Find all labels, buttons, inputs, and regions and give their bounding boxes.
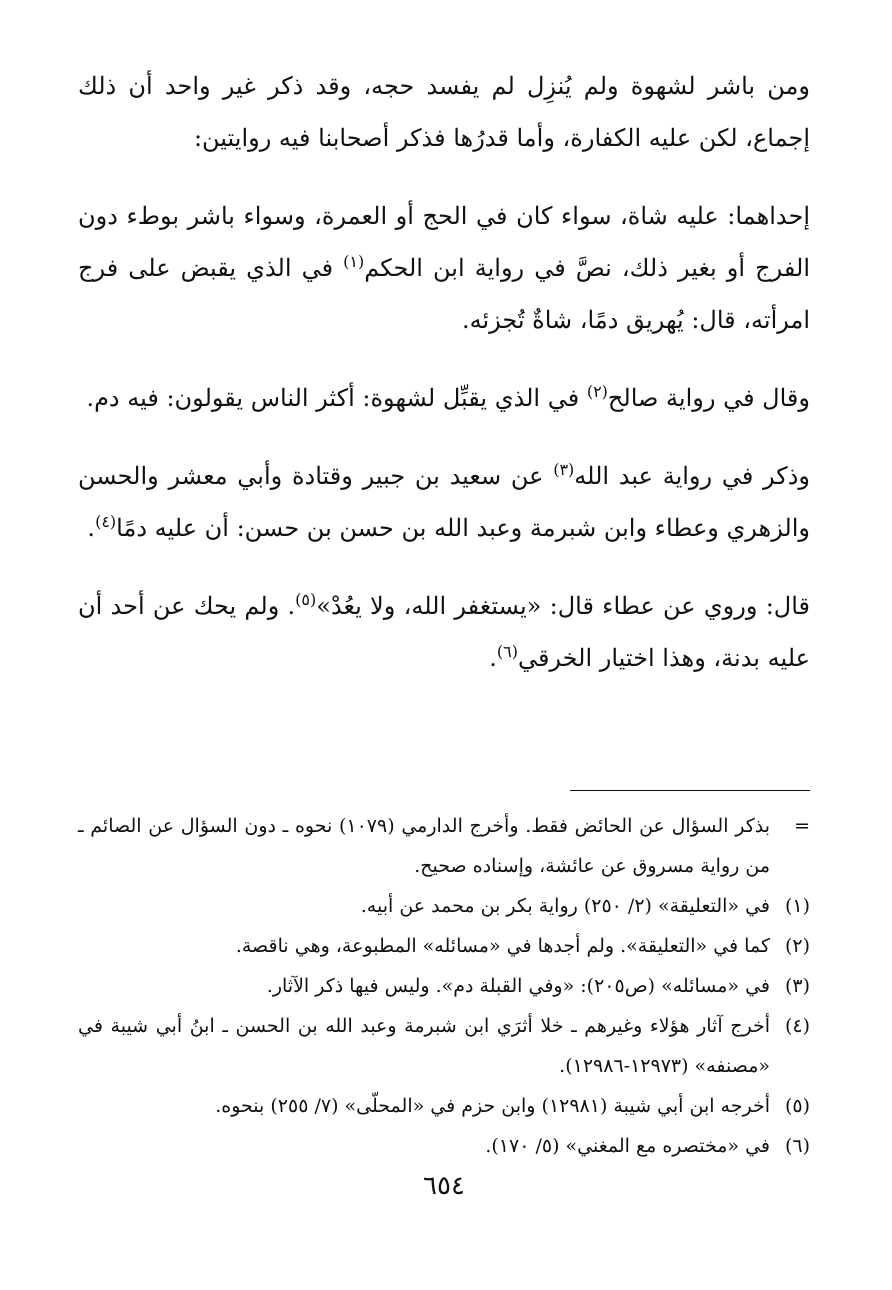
main-text: [78, 60, 810, 684]
footnote-marker: =: [794, 815, 810, 837]
paragraph-text: ومن باشر لشهوة ولم يُنزِل لم يفسد حجه، وقد ذكر غير واحد أن ذلك إجماع، لكن عليه الكفارة، وأما قدرُها فذكر أصحابنا فيه روايتين:: [78, 72, 810, 152]
footnotes: [78, 806, 810, 1166]
footnote-marker: (١): [784, 895, 810, 917]
paragraph-text: . ولم يحك عن أحد أن عليه بدنة، وهذا اختيار الخرقي: [78, 592, 810, 672]
footnote-marker: (٤): [784, 1015, 810, 1037]
paragraph-text: عن سعيد بن جبير وقتادة وأبي معشر والحسن والزهري وعطاء وابن شبرمة وعبد الله بن حسن بن حسن: أن عليه دمًا: [78, 462, 810, 542]
paragraph-text: .: [489, 644, 497, 672]
paragraph-text: وذكر في رواية عبد الله: [574, 462, 810, 490]
book-page: [78, 60, 810, 1290]
footnote-ref-5[interactable]: (٥): [295, 590, 317, 609]
paragraph-2: [78, 190, 810, 346]
footnote-text: في «مسائله» (ص٢٠٥): «وفي القبلة دم». وليس فيها ذكر الآثار.: [266, 975, 770, 997]
footnote-marker: (٣): [784, 975, 810, 997]
paragraph-5: [78, 580, 810, 684]
footnote-5: [78, 1086, 810, 1126]
paragraph-text: إحداهما: عليه شاة، سواء كان في الحج أو العمرة، وسواء باشر بوطء دون الفرج أو بغير ذلك، نصَّ في رواية ابن الحكم: [78, 202, 810, 282]
footnote-divider: [570, 790, 810, 791]
footnote-marker: (٦): [784, 1135, 810, 1157]
footnote-text: في «مختصره مع المغني» (٥/ ١٧٠).: [485, 1135, 770, 1157]
paragraph-text: في الذي يقبِّل لشهوة: أكثر الناس يقولون: فيه دم.: [86, 384, 587, 412]
paragraph-3: [78, 372, 810, 424]
footnote-ref-6[interactable]: (٦): [496, 642, 518, 661]
footnote-text: أخرج آثار هؤلاء وغيرهم ـ خلا أثرَي ابن شبرمة وعبد الله بن الحسن ـ ابنُ أبي شيبة في «مصنفه» (١٢٩٧٣-١٢٩٨٦).: [78, 1015, 770, 1077]
footnote-continuation: [78, 806, 810, 886]
footnote-ref-2[interactable]: (٢): [586, 382, 608, 401]
paragraph-4: [78, 450, 810, 554]
footnote-marker: (٢): [784, 935, 810, 957]
paragraph-text: وقال في رواية صالح: [607, 384, 810, 412]
footnote-ref-1[interactable]: (١): [343, 252, 365, 271]
footnote-3: [78, 966, 810, 1006]
footnote-marker: (٥): [784, 1095, 810, 1117]
paragraph-text: في الذي يقبض على فرج امرأته، قال: يُهريق دمًا، شاةٌ تُجزئه.: [78, 254, 810, 334]
footnote-text: في «التعليقة» (٢/ ٢٥٠) رواية بكر بن محمد عن أبيه.: [360, 895, 770, 917]
footnote-2: [78, 926, 810, 966]
footnote-text: كما في «التعليقة». ولم أجدها في «مسائله» المطبوعة، وهي ناقصة.: [235, 935, 770, 957]
paragraph-text: .: [87, 514, 96, 542]
footnote-1: [78, 886, 810, 926]
page-number: ٦٥٤: [423, 1171, 465, 1201]
footnote-ref-4[interactable]: (٤): [95, 512, 117, 531]
footnote-text: أخرجه ابن أبي شيبة (١٢٩٨١) وابن حزم في «المحلّى» (٧/ ٢٥٥) بنحوه.: [215, 1095, 770, 1117]
footnote-4: [78, 1006, 810, 1086]
paragraph-text: قال: وروي عن عطاء قال: «يستغفر الله، ولا يعُدْ»: [316, 592, 811, 620]
footnote-ref-3[interactable]: (٣): [553, 460, 575, 479]
footnote-text: بذكر السؤال عن الحائض فقط. وأخرج الدارمي (١٠٧٩) نحوه ـ دون السؤال عن الصائم ـ من رواية مسروق عن عائشة، وإسناده صحيح.: [78, 815, 770, 877]
footnote-6: [78, 1126, 810, 1166]
paragraph-1: [78, 60, 810, 164]
